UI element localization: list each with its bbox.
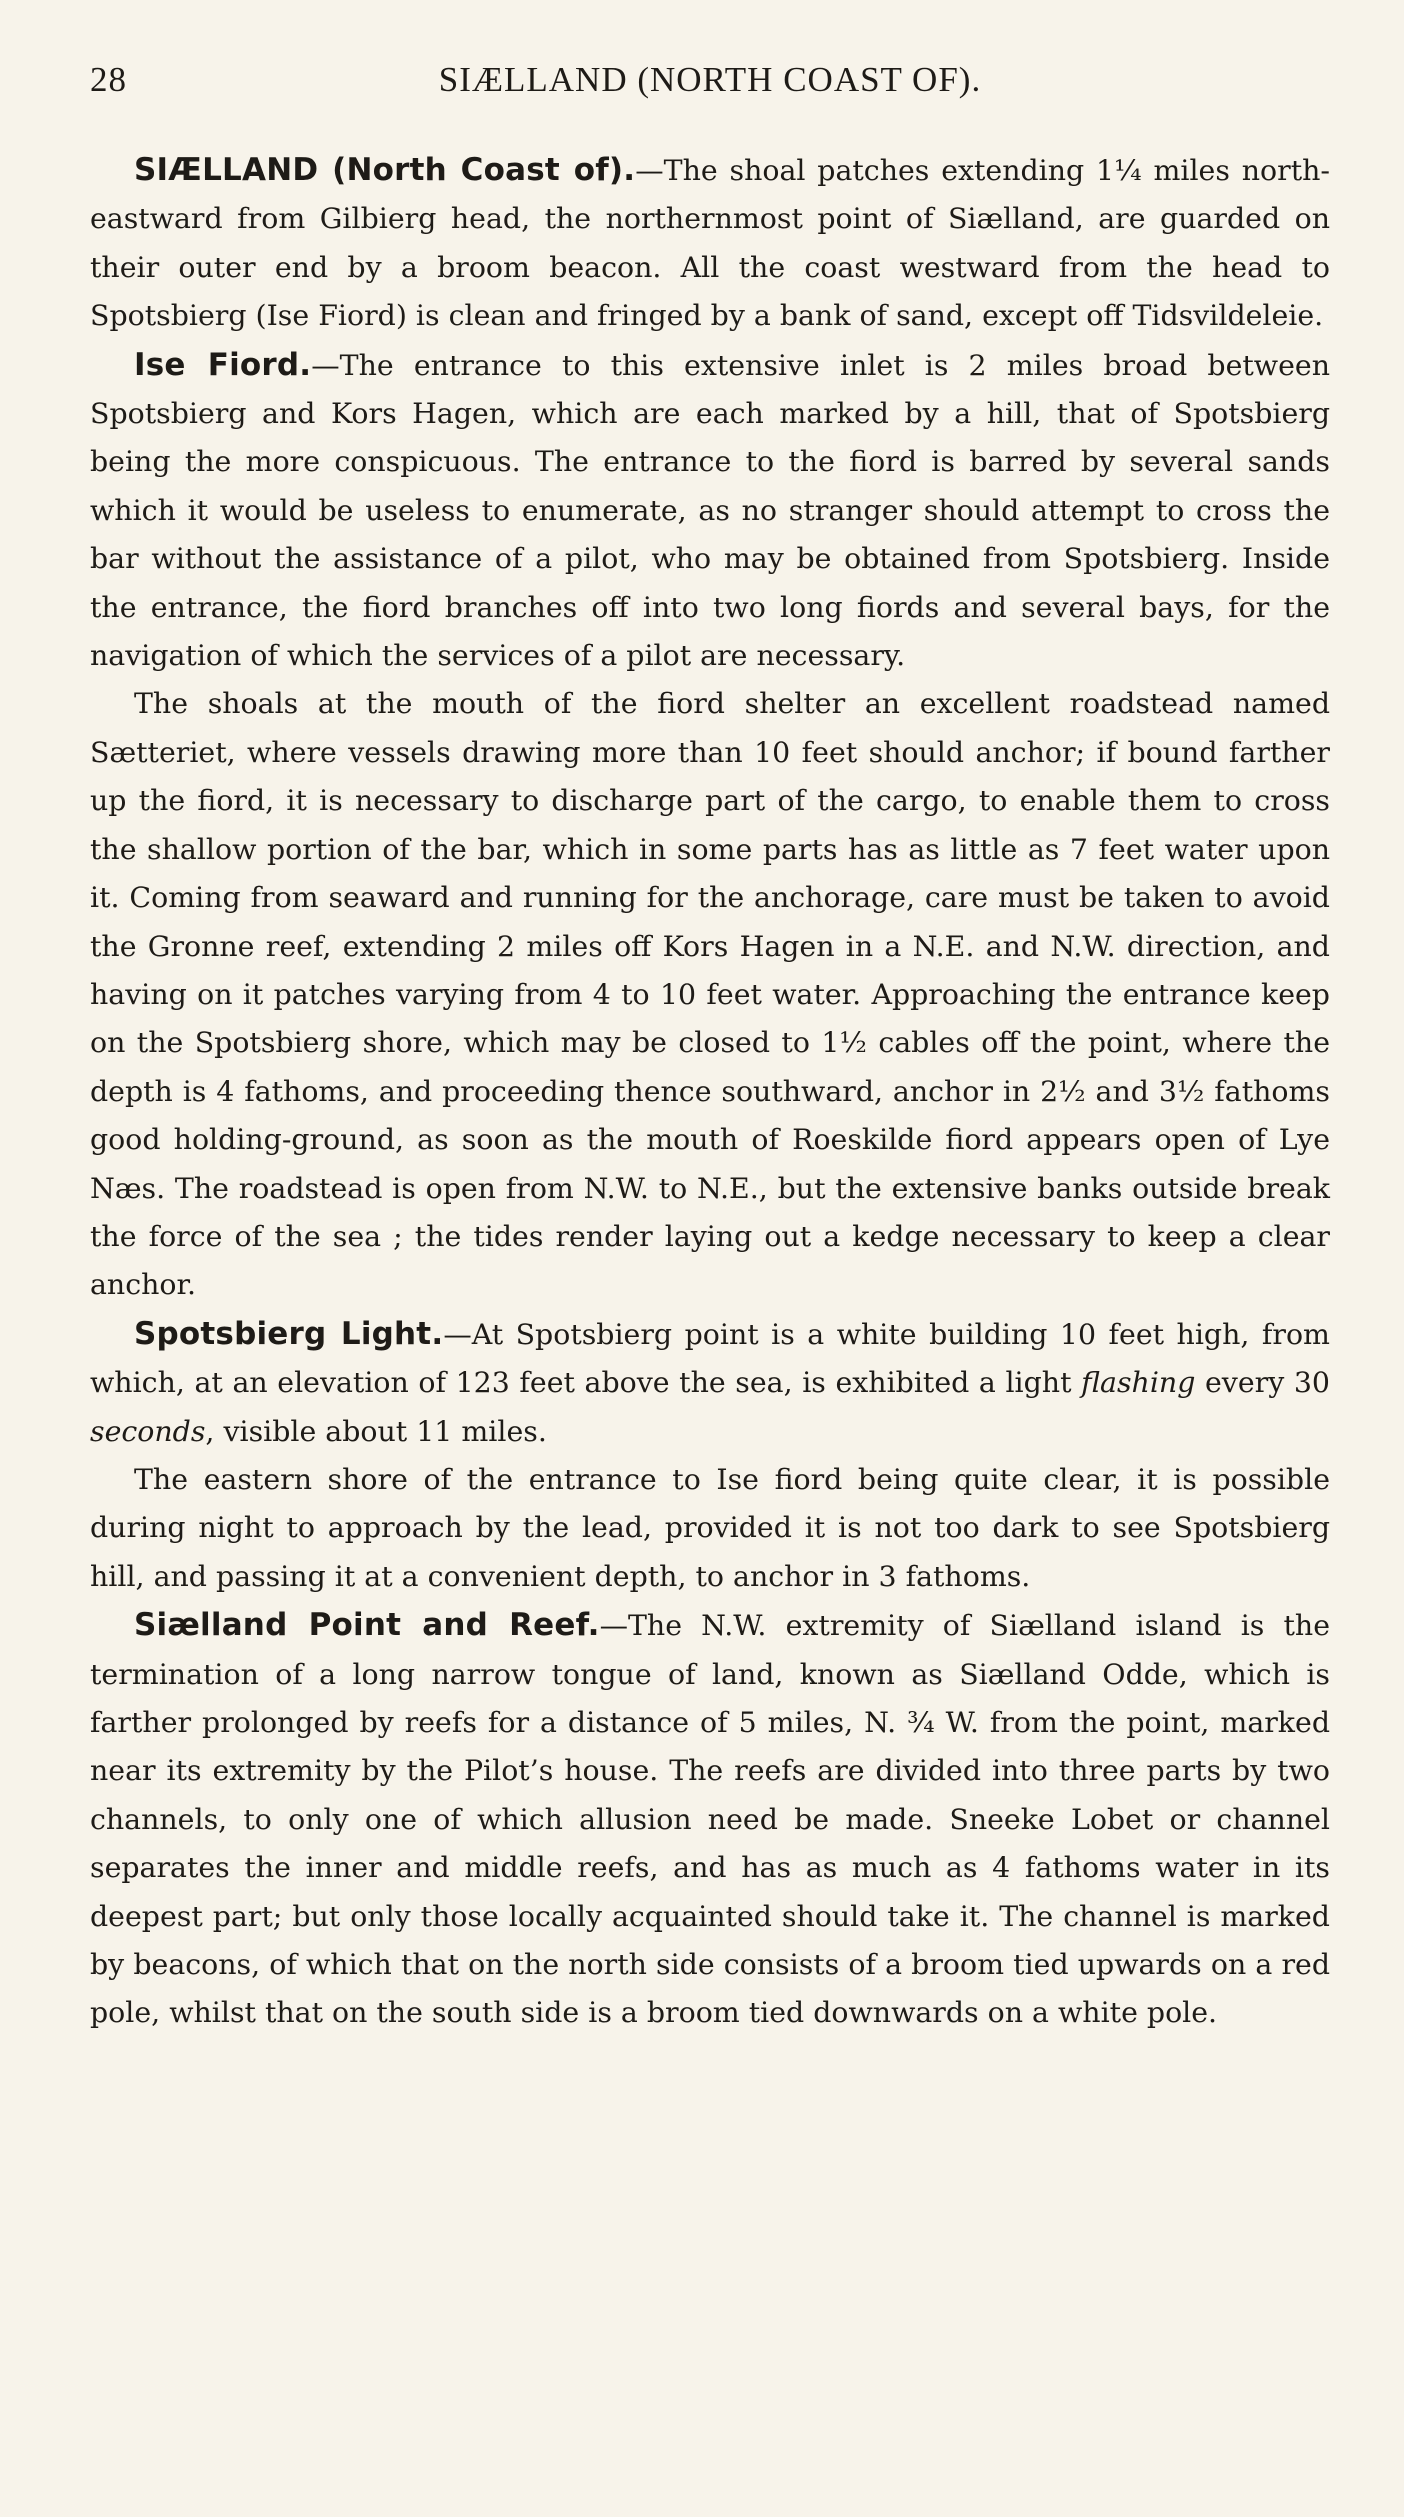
paragraph-text: —The entrance to this extensive inlet is 2 miles broad between Spotsbierg and Kors Hagen, which are each marked by a hill, that of Spotsbierg being the more conspicuous. The entrance to the fiord is barred by several sands which it would be useless to enumerate, as no stranger should attempt to cross the bar without the assistance of a pilot, who may be obtained from Spotsbierg. Inside the entrance, the fiord branches off into two long fiords and several bays, for the navigation of which the services of a pilot are necessary. bbox=[90, 348, 1330, 673]
running-head bbox=[90, 56, 1330, 108]
paragraph-text: —The N.W. extremity of Siælland island is the termination of a long narrow tongue of land, known as Siælland Odde, which is farther prolonged by reefs for a distance of 5 miles, N. ¾ W. from the point, marked near its extremity by the Pilot’s house. The reefs are divided into three parts by two channels, to only one of which allusion need be made. Sneeke Lobet or channel separates the inner and middle reefs, and has as much as 4 fathoms water in its deepest part; but only those locally acquainted should take it. The channel is marked by beacons, of which that on the north side consists of a broom tied upwards on a red pole, whilst that on the south side is a broom tied downwards on a white pole. bbox=[90, 1609, 1330, 2030]
paragraph-text: —At Spotsbierg point is a white building 10 feet high, from which, at an elevation of 123 feet above the sea, is exhibited a light bbox=[90, 1317, 1330, 1400]
paragraph-text: —The shoal patches extending 1¼ miles north-eastward from Gilbierg head, the northernmost point of Siælland, are guarded on their outer end by a broom beacon. All the coast westward from the head to Spotsbierg (Ise Fiord) is clean and fringed by a bank of sand, except off Tidsvildeleie. bbox=[90, 154, 1330, 333]
section-heading-ise-fiord: Ise Fiord. bbox=[134, 346, 312, 383]
running-title: SIÆLLAND (NORTH COAST OF). bbox=[438, 60, 982, 99]
paragraph-text: every 30 bbox=[1195, 1366, 1330, 1400]
body-text bbox=[90, 146, 1330, 2038]
paragraph-text: The shoals at the mouth of the fiord shelter an excellent roadstead named Sætteriet, where vessels drawing more than 10 feet should anchor; if bound farther up the fiord, it is necessary to discharge part of the cargo, to enable them to cross the shallow portion of the bar, which in some parts has as little as 7 feet water upon it. Coming from seaward and running for the anchorage, care must be taken to avoid the Gronne reef, extending 2 miles off Kors Hagen in a N.E. and N.W. direction, and having on it patches varying from 4 to 10 feet water. Approaching the entrance keep on the Spotsbierg shore, which may be closed to 1½ cables off the point, where the depth is 4 fathoms, and proceeding thence southward, anchor in 2½ and 3½ fathoms good holding-ground, as soon as the mouth of Roeskilde fiord appears open of Lye Næs. The roadstead is open from N.W. to N.E., but the extensive banks outside break the force of the sea ; the tides render laying out a kedge necessary to keep a clear anchor. bbox=[90, 687, 1330, 1302]
section-heading-spotsbierg-light: Spotsbierg Light. bbox=[134, 1315, 444, 1352]
paragraph-spotsbierg-light bbox=[90, 1310, 1330, 1456]
paragraph-siaelland bbox=[90, 146, 1330, 341]
italic-seconds: seconds bbox=[90, 1414, 206, 1448]
page bbox=[90, 56, 1330, 2038]
paragraph-ise-fiord bbox=[90, 341, 1330, 681]
page-number: 28 bbox=[90, 60, 127, 99]
paragraph-text: The eastern shore of the entrance to Ise fiord being quite clear, it is possible during night to approach by the lead, provided it is not too dark to see Spotsbierg hill, and passing it at a convenient depth, to anchor in 3 fathoms. bbox=[90, 1462, 1330, 1593]
section-heading-siaelland: SIÆLLAND (North Coast of). bbox=[134, 152, 636, 188]
paragraph-eastern-shore bbox=[90, 1456, 1330, 1601]
paragraph-siaelland-point bbox=[90, 1601, 1330, 2038]
paragraph-roadstead bbox=[90, 680, 1330, 1309]
paragraph-text: , visible about 11 miles. bbox=[205, 1414, 547, 1448]
section-heading-siaelland-point: Siælland Point and Reef. bbox=[134, 1607, 600, 1644]
italic-flashing: flashing bbox=[1081, 1366, 1196, 1400]
